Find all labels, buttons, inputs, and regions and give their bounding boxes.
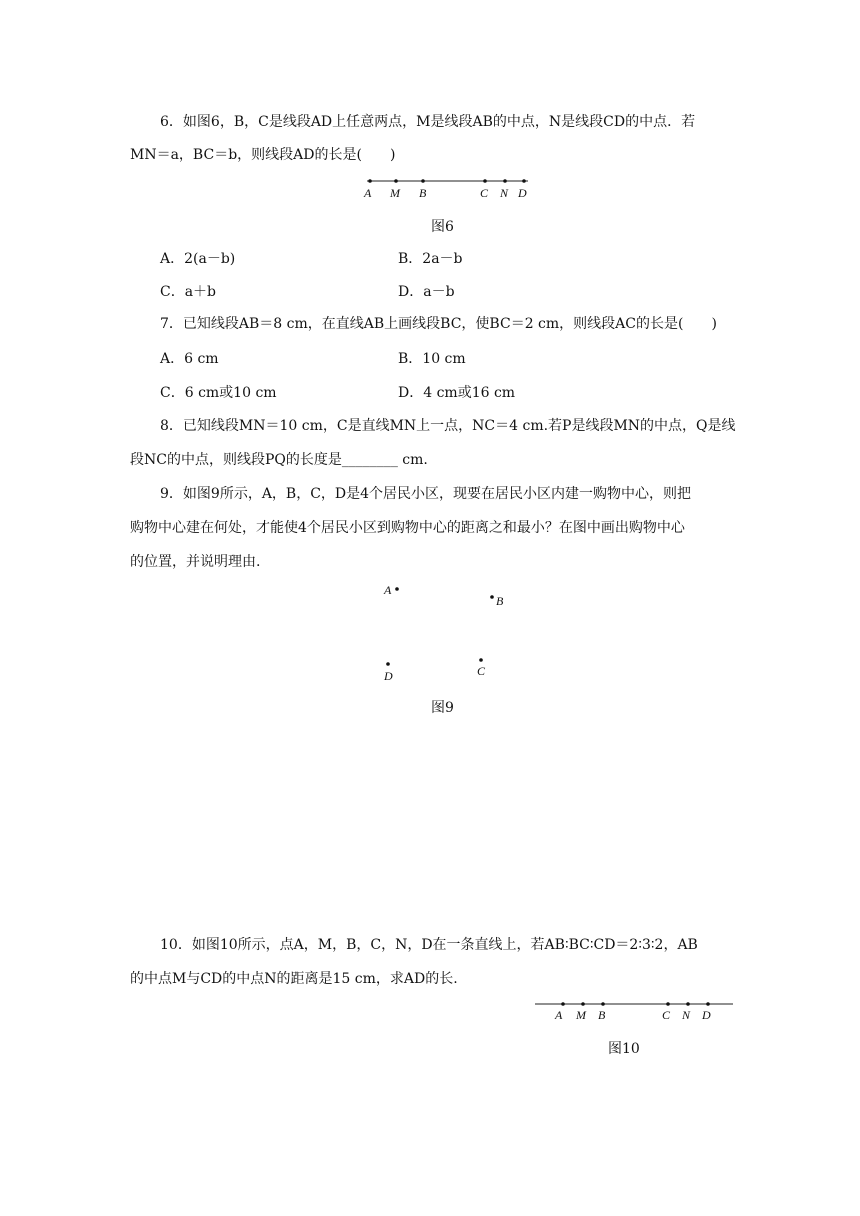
fig6-point-M <box>394 179 398 183</box>
fig6-point-C <box>483 179 487 183</box>
fig10-label-N: N <box>682 1008 691 1022</box>
q7-option-a: A．6 cm <box>160 351 219 367</box>
fig6-label-C: C <box>480 186 489 200</box>
q6-line1: 6．如图6，B，C是线段AD上任意两点，M是线段AB的中点，N是线段CD的中点．若 <box>160 114 696 130</box>
q7-line1: 7．已知线段AB＝8 cm，在直线AB上画线段BC，使BC＝2 cm，则线段AC的长是( ) <box>160 316 717 332</box>
figure-10 <box>535 1002 733 1022</box>
q6-option-a: A．2(a－b) <box>160 251 236 267</box>
fig9-label-B: B <box>496 594 504 608</box>
fig6-point-B <box>421 179 425 183</box>
figure-9 <box>383 583 504 683</box>
fig10-label-B: B <box>598 1008 606 1022</box>
fig9-point-D <box>386 662 390 666</box>
q7-option-d: D．4 cm或16 cm <box>398 385 516 401</box>
fig10-point-N <box>686 1002 690 1006</box>
fig6-label-A: A <box>364 186 372 200</box>
fig10-label-M: M <box>576 1008 586 1022</box>
figure-6 <box>363 179 528 200</box>
q7-option-c: C．6 cm或10 cm <box>160 385 277 401</box>
q10-line2: 的中点M与CD的中点N的距离是15 cm，求AD的长. <box>130 971 458 987</box>
fig9-point-C <box>479 658 483 662</box>
fig10-label-A: A <box>555 1008 563 1022</box>
fig10-point-M <box>581 1002 585 1006</box>
fig6-label-M: M <box>390 186 400 200</box>
fig9-point-A <box>395 587 399 591</box>
q7-option-b: B．10 cm <box>398 351 466 367</box>
figure-10-caption: 图10 <box>608 1041 640 1057</box>
fig6-label-D: D <box>518 186 527 200</box>
fig6-point-N <box>503 179 507 183</box>
q10-line1: 10．如图10所示，点A，M，B，C，N，D在一条直线上，若AB∶BC∶CD＝2∶3∶2，AB <box>160 937 698 953</box>
fig10-point-C <box>666 1002 670 1006</box>
fig9-label-D: D <box>384 669 393 683</box>
q9-line3: 的位置，并说明理由. <box>130 554 261 570</box>
figure-9-caption: 图9 <box>431 700 454 716</box>
fig9-point-B <box>490 595 494 599</box>
q6-option-c: C．a＋b <box>160 284 217 300</box>
fig6-label-N: N <box>500 186 509 200</box>
fig6-point-A <box>368 179 372 183</box>
q9-line2: 购物中心建在何处，才能使4个居民小区到购物中心的距离之和最小？在图中画出购物中心 <box>130 520 685 536</box>
q6-option-d: D．a－b <box>398 284 455 300</box>
q6-option-b: B．2a－b <box>398 251 463 267</box>
q8-line1: 8．已知线段MN＝10 cm，C是直线MN上一点，NC＝4 cm.若P是线段MN的中点，Q是线 <box>160 418 736 434</box>
q6-line2: MN＝a，BC＝b，则线段AD的长是( ) <box>130 147 396 163</box>
fig10-point-D <box>706 1002 710 1006</box>
q9-line1: 9．如图9所示，A，B，C，D是4个居民小区，现要在居民小区内建一购物中心，则把 <box>160 486 692 502</box>
fig10-label-D: D <box>702 1008 711 1022</box>
fig10-label-C: C <box>662 1008 671 1022</box>
fig6-point-D <box>522 179 526 183</box>
fig9-label-C: C <box>477 664 486 678</box>
fig6-label-B: B <box>419 186 427 200</box>
fig9-label-A: A <box>384 583 392 597</box>
figure-6-caption: 图6 <box>431 219 454 235</box>
q8-line2: 段NC的中点，则线段PQ的长度是________ cm. <box>130 452 428 468</box>
fig10-point-A <box>561 1002 565 1006</box>
fig10-point-B <box>601 1002 605 1006</box>
